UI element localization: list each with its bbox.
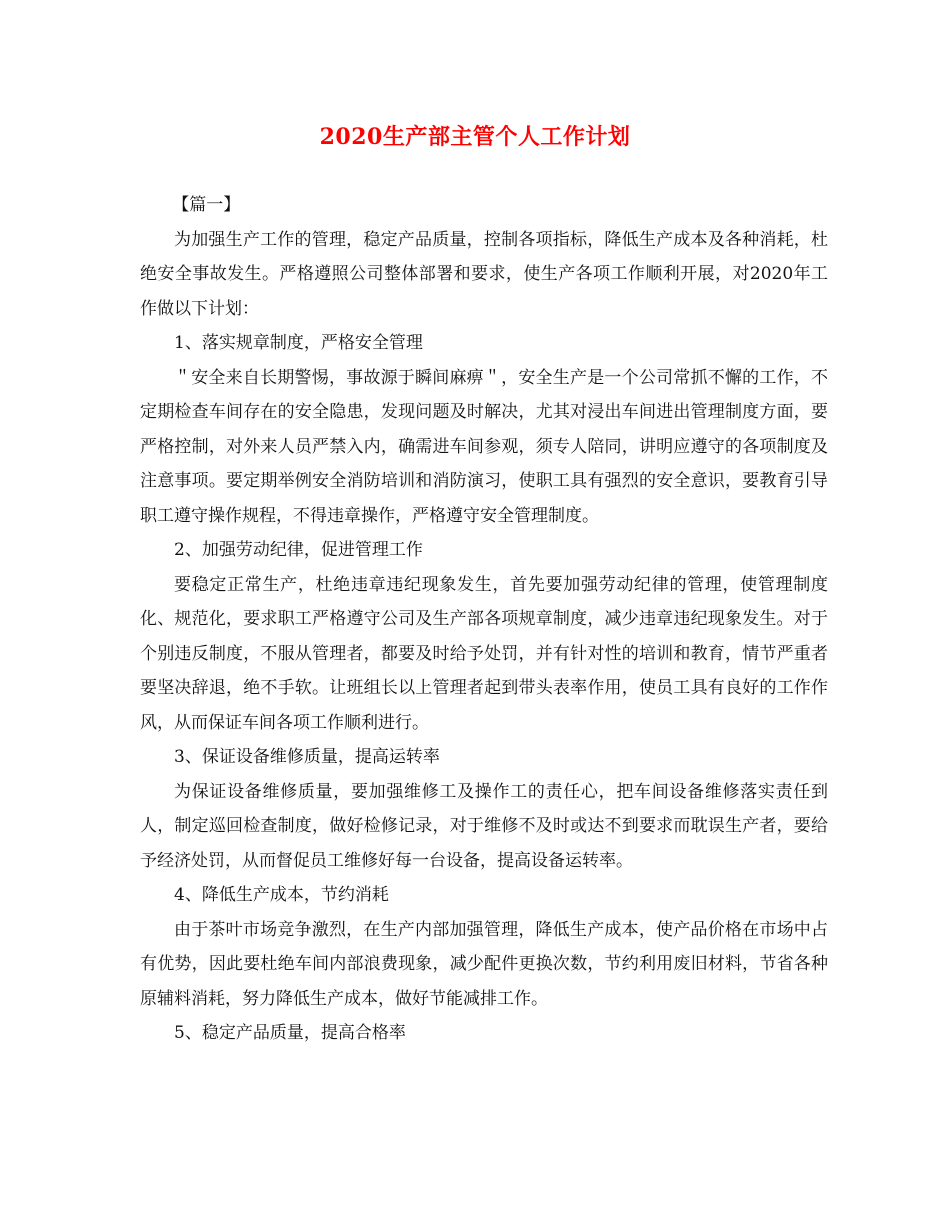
heading-2: 2、加强劳动纪律，促进管理工作 <box>174 540 423 560</box>
paragraph-intro: 为加强生产工作的管理，稳定产品质量，控制各项指标，降低生产成本及各种消耗，杜绝安全事故发生。严格遵照公司整体部署和要求，使生产各项工作顺利开展，对2020年工作做以下计划： <box>140 229 828 319</box>
section-label: 【篇一】 <box>172 195 241 215</box>
heading-4: 4、降低生产成本，节约消耗 <box>174 885 389 905</box>
document-title: 2020生产部主管个人工作计划 <box>319 124 631 150</box>
paragraph-cost: 由于茶叶市场竞争激烈，在生产内部加强管理，降低生产成本，使产品价格在市场中占有优势，因此要杜绝车间内部浪费现象，减少配件更换次数，节约利用废旧材料，节省各种原辅料消耗，努力降低生产成本，做好节能减排工作。 <box>140 919 828 1009</box>
heading-5: 5、稳定产品质量，提高合格率 <box>174 1023 406 1043</box>
paragraph-discipline: 要稳定正常生产，杜绝违章违纪现象发生，首先要加强劳动纪律的管理，使管理制度化、规范化，要求职工严格遵守公司及生产部各项规章制度，减少违章违纪现象发生。对于个别违反制度，不服从管理者，都要及时给予处罚，并有针对性的培训和教育，情节严重者要坚决辞退，绝不手软。让班组长以上管理者起到带头表率作用，使员工具有良好的工作作风，从而保证车间各项工作顺利进行。 <box>140 574 828 733</box>
document-body <box>140 188 828 1051</box>
heading-3: 3、保证设备维修质量，提高运转率 <box>174 747 440 767</box>
paragraph-maintenance: 为保证设备维修质量，要加强维修工及操作工的责任心，把车间设备维修落实责任到人，制定巡回检查制度，做好检修记录，对于维修不及时或达不到要求而耽误生产者，要给予经济处罚，从而督促员工维修好每一台设备，提高设备运转率。 <box>140 781 828 871</box>
heading-1: 1、落实规章制度，严格安全管理 <box>174 333 423 353</box>
paragraph-safety: ＂安全来自长期警惕，事故源于瞬间麻痹＂，安全生产是一个公司常抓不懈的工作，不定期检查车间存在的安全隐患，发现问题及时解决，尤其对浸出车间进出管理制度方面，要严格控制，对外来人员严禁入内，确需进车间参观，须专人陪同，讲明应遵守的各项制度及注意事项。要定期举例安全消防培训和消防演习，使职工具有强烈的安全意识，要教育引导职工遵守操作规程，不得违章操作，严格遵守安全管理制度。 <box>140 367 828 526</box>
